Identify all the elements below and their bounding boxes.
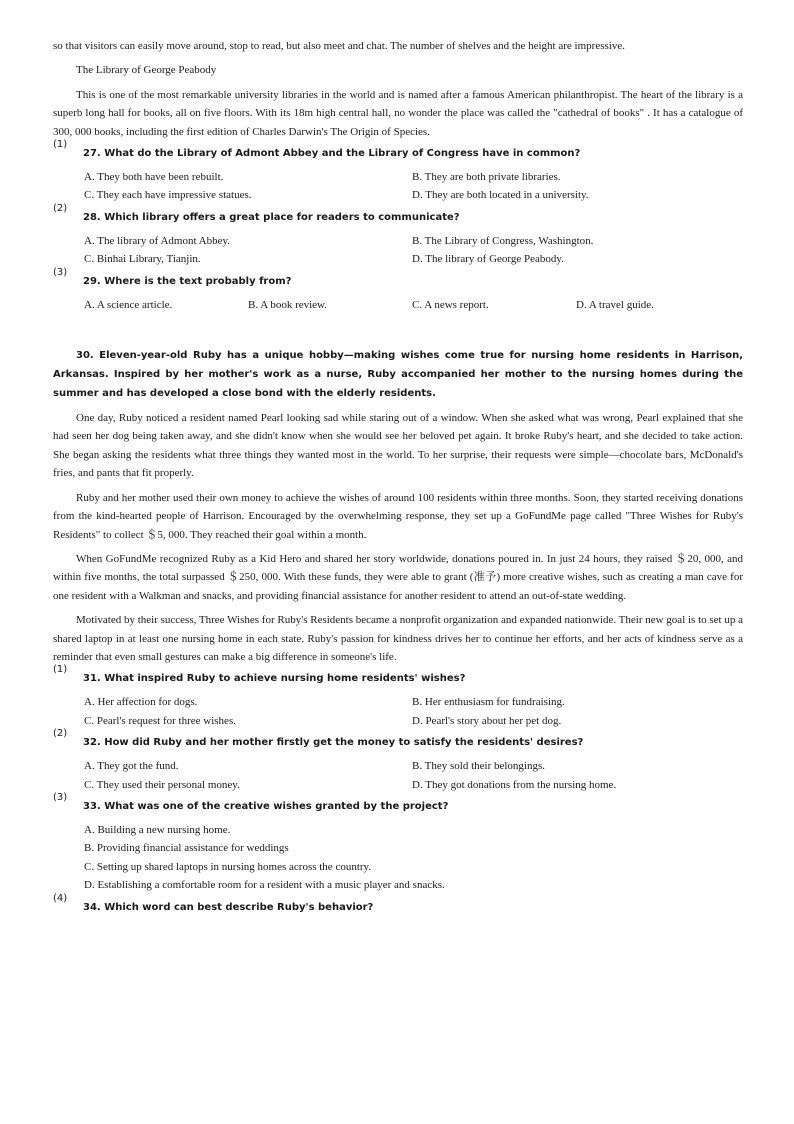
option-b[interactable]: B. They sold their belongings. — [412, 760, 546, 773]
passage-30-lead: 30. Eleven-year-old Ruby has a unique hobby—making wishes come true for nursing home residents in Harrison, Arkansas. Inspired by her mother's work as a nurse, Ruby accompanied her mother to the nursing homes during the summer and has developed a close bond with the elderly residents. — [53, 350, 743, 400]
question-stem: 34. Which word can best describe Ruby's behavior? — [83, 901, 374, 913]
peabody-paragraph: This is one of the most remarkable university libraries in the world and is named after a famous American philanthropist. The heart of the library is a superb long hall for books, all on five floors. With its 18m high central hall, no wonder the place was called the "cathedral of books" . It has a catalogue of 300, 000 books, including the first edition of Charles Darwin's The Origin of Species. — [53, 88, 743, 138]
passage-paragraph: Motivated by their success, Three Wishes for Ruby's Residents became a nonprofit organization and expanded nationwide. Their new goal is to set up a shared laptop in at least one nursing home in each state. Ruby's passion for kindness drives her to continue her efforts, and her acts of kindness serve as a reminder that even small gestures can make a big difference in someone's life. — [53, 614, 743, 663]
option-b[interactable]: B. The Library of Congress, Washington. — [412, 234, 594, 247]
answer-options — [84, 296, 743, 314]
question-32 — [53, 728, 743, 794]
option-c[interactable]: C. A news report. — [412, 298, 489, 311]
option-d[interactable]: D. A travel guide. — [576, 298, 654, 311]
question-number: (1) — [53, 664, 68, 676]
passage-paragraph: When GoFundMe recognized Ruby as a Kid Hero and shared her story worldwide, donations poured in. In just 24 hours, they raised ＄20, 000, and within five months, the total surpassed ＄250, 000. With these funds, they were able to grant (准予) more creative wishes, such as creating a man cave for one resident with a Walkman and snacks, and providing financial assistance for another resident to attend an out-of-state wedding. — [53, 552, 743, 602]
answer-options — [84, 821, 743, 895]
option-a[interactable]: A. Her affection for dogs. — [84, 696, 198, 709]
question-stem: 28. Which library offers a great place for readers to communicate? — [83, 211, 460, 223]
answer-options — [84, 693, 743, 730]
section-heading-peabody: The Library of George Peabody — [76, 64, 217, 77]
question-29 — [53, 266, 743, 314]
option-d[interactable]: D. They are both located in a university. — [412, 189, 589, 202]
option-a[interactable]: A. A science article. — [84, 298, 173, 311]
option-c[interactable]: C. They used their personal money. — [84, 778, 240, 791]
option-c[interactable]: C. Pearl's request for three wishes. — [84, 714, 236, 727]
intro-continued-text: so that visitors can easily move around, stop to read, but also meet and chat. The number of shelves and the height are impressive. — [53, 40, 625, 52]
question-number: (2) — [53, 728, 68, 740]
question-31 — [53, 664, 743, 730]
answer-options — [84, 757, 743, 794]
answer-options — [84, 232, 743, 269]
option-c[interactable]: C. They each have impressive statues. — [84, 189, 252, 202]
question-stem: 31. What inspired Ruby to achieve nursing home residents' wishes? — [83, 673, 466, 685]
question-stem: 33. What was one of the creative wishes granted by the project? — [83, 800, 449, 812]
option-a[interactable]: A. The library of Admont Abbey. — [84, 234, 231, 247]
option-b[interactable]: B. Her enthusiasm for fundraising. — [412, 696, 565, 709]
question-number: (3) — [53, 266, 68, 278]
question-number: (4) — [53, 892, 68, 904]
question-33 — [53, 791, 743, 895]
option-a[interactable]: A. They got the fund. — [84, 760, 179, 773]
option-a[interactable]: A. They both have been rebuilt. — [84, 171, 224, 184]
option-b[interactable]: B. A book review. — [248, 298, 328, 311]
answer-options — [84, 168, 743, 205]
question-stem: 27. What do the Library of Admont Abbey and the Library of Congress have in common? — [83, 148, 581, 160]
question-number: (3) — [53, 791, 68, 803]
document-page — [53, 37, 743, 917]
option-d[interactable]: D. The library of George Peabody. — [412, 253, 564, 266]
option-b[interactable]: B. Providing financial assistance for weddings — [84, 842, 289, 855]
question-number: (2) — [53, 202, 68, 214]
question-number: (1) — [53, 139, 68, 151]
option-a[interactable]: A. Building a new nursing home. — [84, 823, 231, 836]
passage-paragraph: One day, Ruby noticed a resident named Pearl looking sad while staring out of a window. When she asked what was wrong, Pearl explained that she had seen her dog being taken away, and she didn't know when she would see her beloved pet again. It broke Ruby's heart, and she decided to take action. She began asking the residents what three things they wanted most in the world. To her surprise, their requests were simple—chocolate bars, McDonald's fries, and pants that fit properly. — [53, 412, 743, 480]
passage-paragraph: Ruby and her mother used their own money to achieve the wishes of around 100 residents within three months. Soon, they started receiving donations from the kind-hearted people of Harrison. Encouraged by the overwhelming response, they set up a GoFundMe page called "Three Wishes for Ruby's Residents" to collect ＄5, 000. They reached their goal within a month. — [53, 491, 743, 541]
question-stem: 32. How did Ruby and her mother firstly get the money to satisfy the residents' desires? — [83, 737, 584, 749]
option-c[interactable]: C. Setting up shared laptops in nursing homes across the country. — [84, 860, 372, 873]
option-d[interactable]: D. Establishing a comfortable room for a resident with a music player and snacks. — [84, 879, 445, 892]
question-stem: 29. Where is the text probably from? — [83, 275, 292, 287]
question-34 — [53, 892, 743, 917]
option-d[interactable]: D. They got donations from the nursing home. — [412, 778, 617, 791]
option-c[interactable]: C. Binhai Library, Tianjin. — [84, 253, 201, 266]
question-27 — [53, 139, 743, 205]
question-28 — [53, 202, 743, 269]
option-b[interactable]: B. They are both private libraries. — [412, 171, 561, 184]
option-d[interactable]: D. Pearl's story about her pet dog. — [412, 714, 562, 727]
